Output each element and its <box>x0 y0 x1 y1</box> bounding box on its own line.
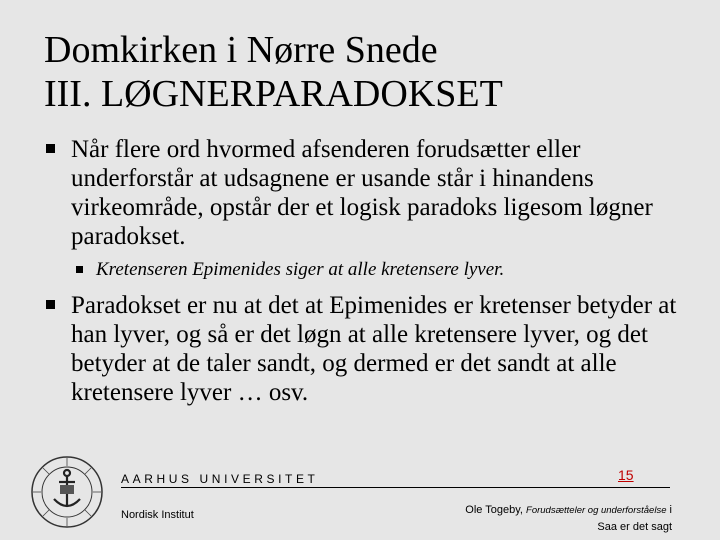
bullet-square-icon <box>46 300 55 309</box>
work-title: Forudsætteler og underforståelse <box>526 505 667 516</box>
work-title-suffix: i <box>669 504 672 516</box>
title-line-1: Domkirken i Nørre Snede <box>44 29 438 71</box>
page-number: 15 <box>618 467 634 483</box>
footer-divider <box>121 487 670 488</box>
sub-bullet <box>76 258 504 282</box>
bullet-2 <box>46 291 686 407</box>
bullet-1-text: Når flere ord hvormed afsenderen forudsætter eller underforstår at udsagnene er usande står i hinandens virkeområde, opstår der et logisk paradoks ligesom løgner paradokset. <box>71 136 653 250</box>
bullet-2-text: Paradokset er nu at det at Epimenides er kretenser betyder at han lyver, og så er det løgn at alle kretensere lyver, og det betyder at de taler sandt, og dermed er det sandt at alle kretensere lyver … osv. <box>71 292 677 406</box>
slide-title <box>44 28 503 116</box>
author-name: Ole Togeby, <box>465 504 523 516</box>
bullet-square-icon <box>46 144 55 153</box>
department-name: Nordisk Institut <box>121 509 194 521</box>
title-line-2: III. LØGNERPARADOKSET <box>44 73 503 115</box>
work-title-line-2: Saa er det sagt <box>597 521 672 533</box>
sub-bullet-square-icon <box>76 266 83 273</box>
footer-credit <box>465 502 672 535</box>
bullet-1 <box>46 135 686 251</box>
sub-bullet-text: Kretenseren Epimenides siger at alle kretensere lyver. <box>96 259 505 280</box>
university-seal-icon <box>30 455 104 529</box>
university-name: AARHUS UNIVERSITET <box>121 472 319 486</box>
